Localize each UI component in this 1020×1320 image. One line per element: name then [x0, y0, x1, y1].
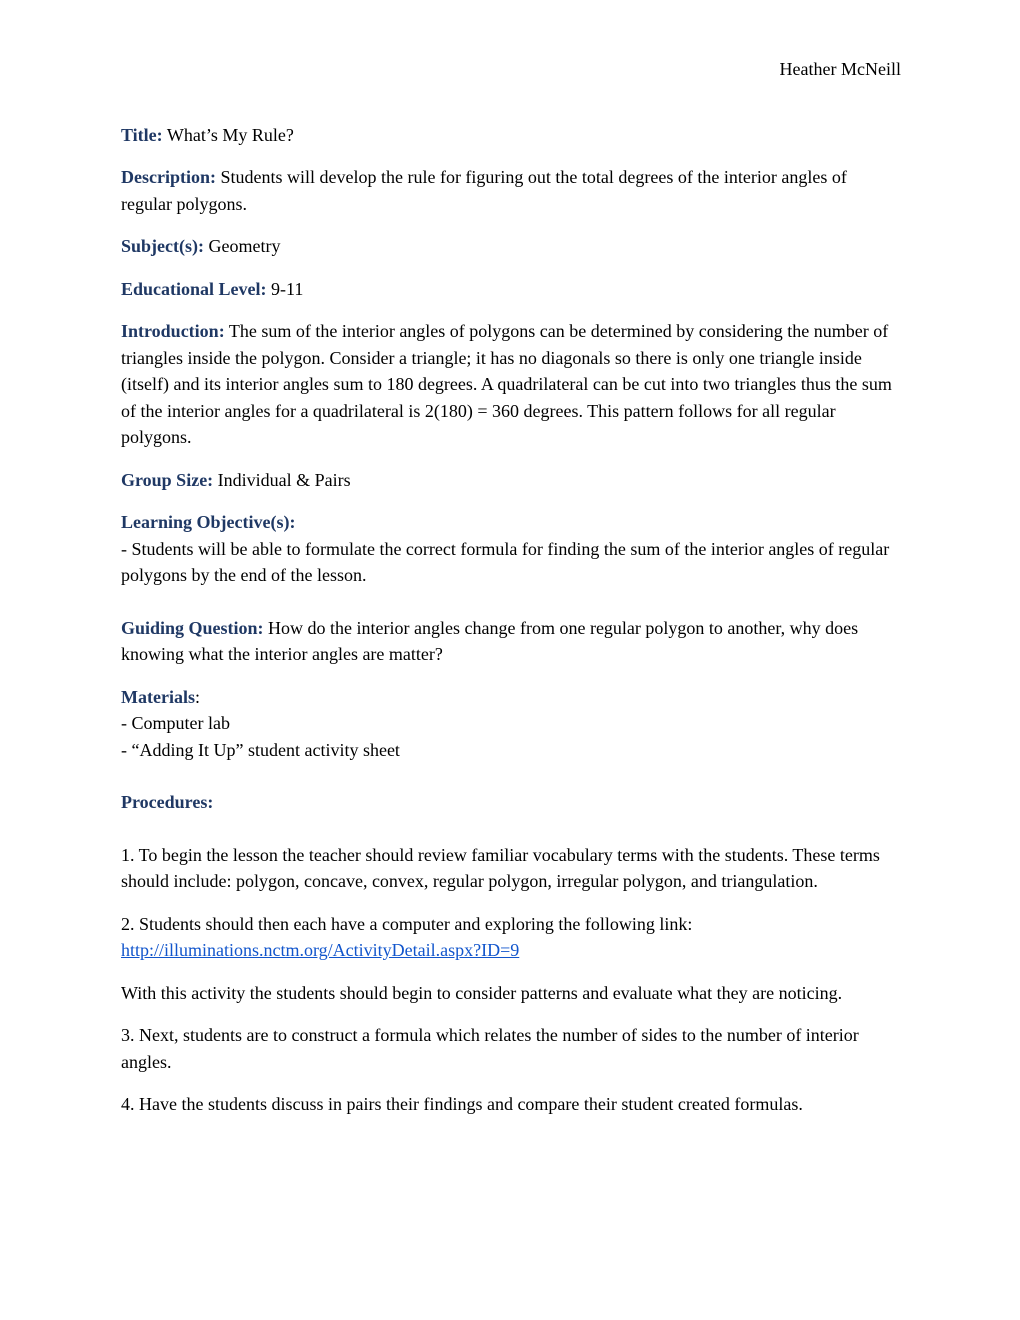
group-size-line	[121, 467, 901, 494]
procedure-step-2	[121, 911, 901, 964]
level-value: 9-11	[266, 278, 304, 299]
procedures-label: Procedures:	[121, 792, 214, 812]
introduction-paragraph	[121, 318, 901, 451]
group-size-value: Individual & Pairs	[213, 469, 351, 490]
procedure-step-4: 4. Have the students discuss in pairs their findings and compare their student created formulas.	[121, 1094, 803, 1114]
activity-link[interactable]: http://illuminations.nctm.org/ActivityDetail.aspx?ID=9	[121, 940, 520, 960]
description-paragraph	[121, 164, 901, 217]
level-line	[121, 276, 901, 303]
objectives-label: Learning Objective(s):	[121, 512, 296, 532]
level-label: Educational Level:	[121, 278, 267, 299]
procedure-step-3: 3. Next, students are to construct a formula which relates the number of sides to the number of interior angles.	[121, 1025, 859, 1072]
materials-colon: :	[194, 686, 200, 707]
procedures-heading	[121, 789, 901, 816]
materials-section	[121, 684, 901, 764]
subjects-value: Geometry	[204, 236, 281, 256]
guiding-question-paragraph	[121, 615, 901, 668]
group-size-label: Group Size:	[121, 469, 214, 490]
objective-item: - Students will be able to formulate the correct formula for finding the sum of the interior angles of regular polygons by the end of the lesson.	[121, 538, 890, 585]
author-header: Heather McNeill	[779, 59, 901, 79]
description-label: Description:	[121, 167, 216, 187]
introduction-label: Introduction:	[121, 321, 225, 341]
title-label: Title:	[121, 124, 163, 145]
material-item: - Computer lab	[121, 713, 230, 733]
procedure-note: With this activity the students should begin to consider patterns and evaluate what they are noticing.	[121, 982, 843, 1003]
subjects-line	[121, 233, 901, 260]
introduction-text: The sum of the interior angles of polygons can be determined by considering the number of triangles inside the polygon. Consider a triangle; it has no diagonals so there is only one triangle inside (itself) and its interior angles sum to 180 degrees. A quadrilateral can be cut into two triangles thus the sum of the interior angles for a quadrilateral is 2(180) = 360 degrees. This pattern follows for all regular polygons.	[121, 321, 892, 447]
subjects-label: Subject(s):	[121, 236, 204, 256]
title-line	[121, 122, 901, 149]
title-value: What’s My Rule?	[162, 124, 294, 145]
guiding-question-label: Guiding Question:	[121, 617, 264, 638]
material-item: - “Adding It Up” student activity sheet	[121, 739, 400, 760]
description-text: Students will develop the rule for figuring out the total degrees of the interior angles of regular polygons.	[121, 167, 847, 214]
guiding-question-text: How do the interior angles change from one regular polygon to another, why does knowing what the interior angles are matter?	[121, 617, 859, 664]
materials-label: Materials	[121, 686, 195, 707]
procedure-step-2-text: 2. Students should then each have a computer and exploring the following link:	[121, 913, 693, 934]
procedure-step-1: 1. To begin the lesson the teacher should review familiar vocabulary terms with the students. These terms should include: polygon, concave, convex, regular polygon, irregular polygon, and triangulation.	[121, 844, 880, 891]
objectives-section	[121, 509, 901, 589]
document-page	[121, 56, 901, 1134]
